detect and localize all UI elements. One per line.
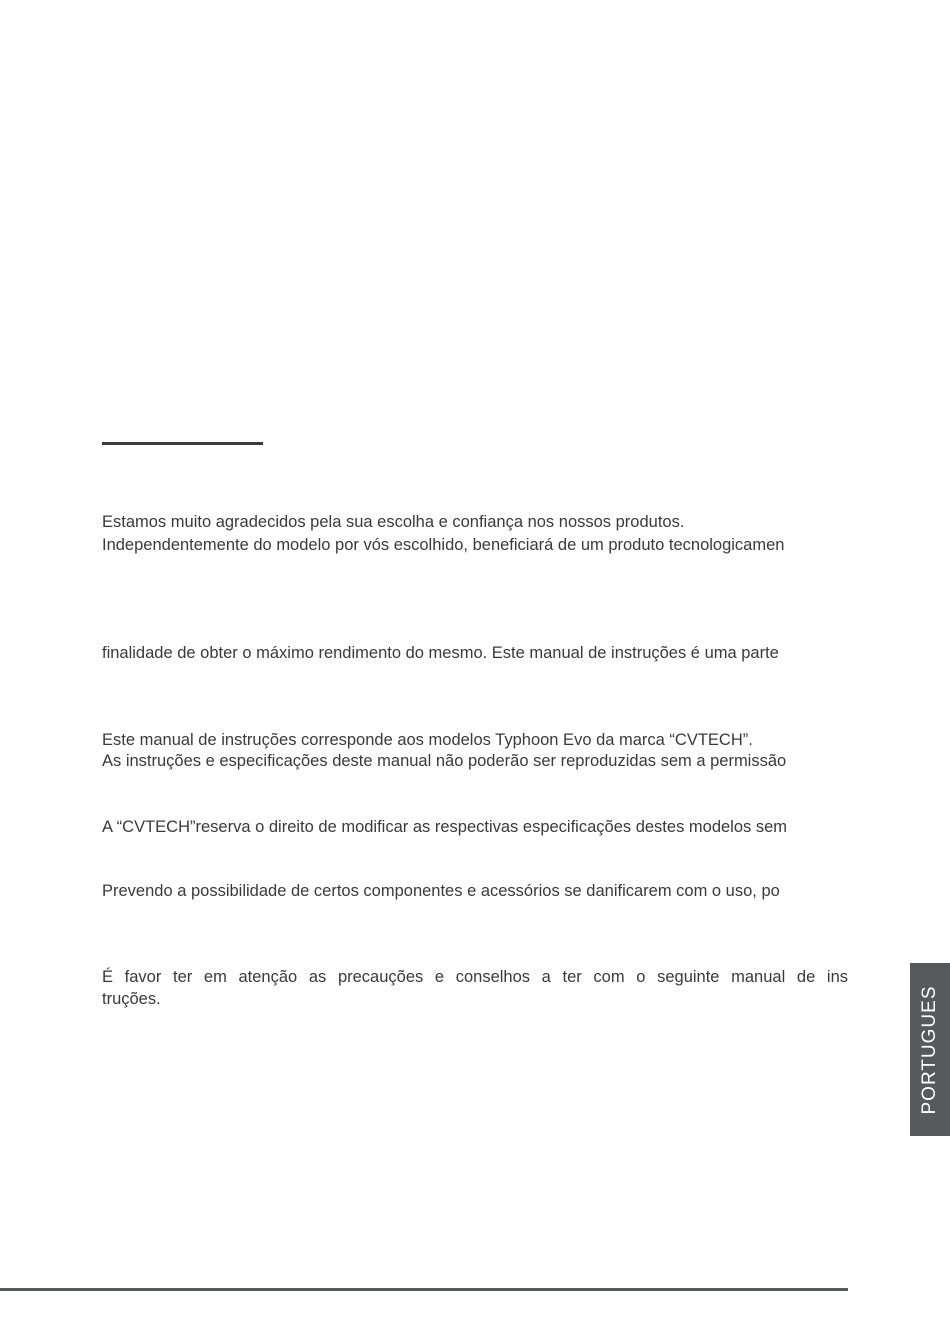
paragraph-3-line-1: Este manual de instruções corresponde aos modelos Typhoon Evo da marca “CVTECH”.	[102, 731, 753, 749]
paragraph-6-line-1: É favor ter em atenção as precauções e conselhos a ter com o seguinte manual de ins	[102, 968, 848, 986]
paragraph-1-line-1: Estamos muito agradecidos pela sua escolha e confiança nos nossos produtos.	[102, 513, 685, 531]
paragraph-1-line-2: Independentemente do modelo por vós escolhido, beneficiará de um produto tecnologicamen	[102, 536, 785, 554]
paragraph-4-line-1: A “CVTECH”reserva o direito de modificar as respectivas especificações destes modelos sem	[102, 818, 788, 836]
paragraph-2-line-1: finalidade de obter o máximo rendimento do mesmo. Este manual de instruções é uma parte	[102, 644, 779, 662]
paragraph-3-line-2: As instruções e especificações deste manual não poderão ser reproduzidas sem a permissão	[102, 752, 787, 770]
language-side-tab	[910, 963, 950, 1136]
title-underline	[102, 442, 263, 445]
paragraph-6-line-2: truções.	[102, 990, 161, 1008]
paragraph-5-line-1: Prevendo a possibilidade de certos componentes e acessórios se danificarem com o uso, po	[102, 882, 780, 900]
footer-rule	[0, 1288, 848, 1291]
language-tab-label: PORTUGUES	[919, 984, 940, 1115]
